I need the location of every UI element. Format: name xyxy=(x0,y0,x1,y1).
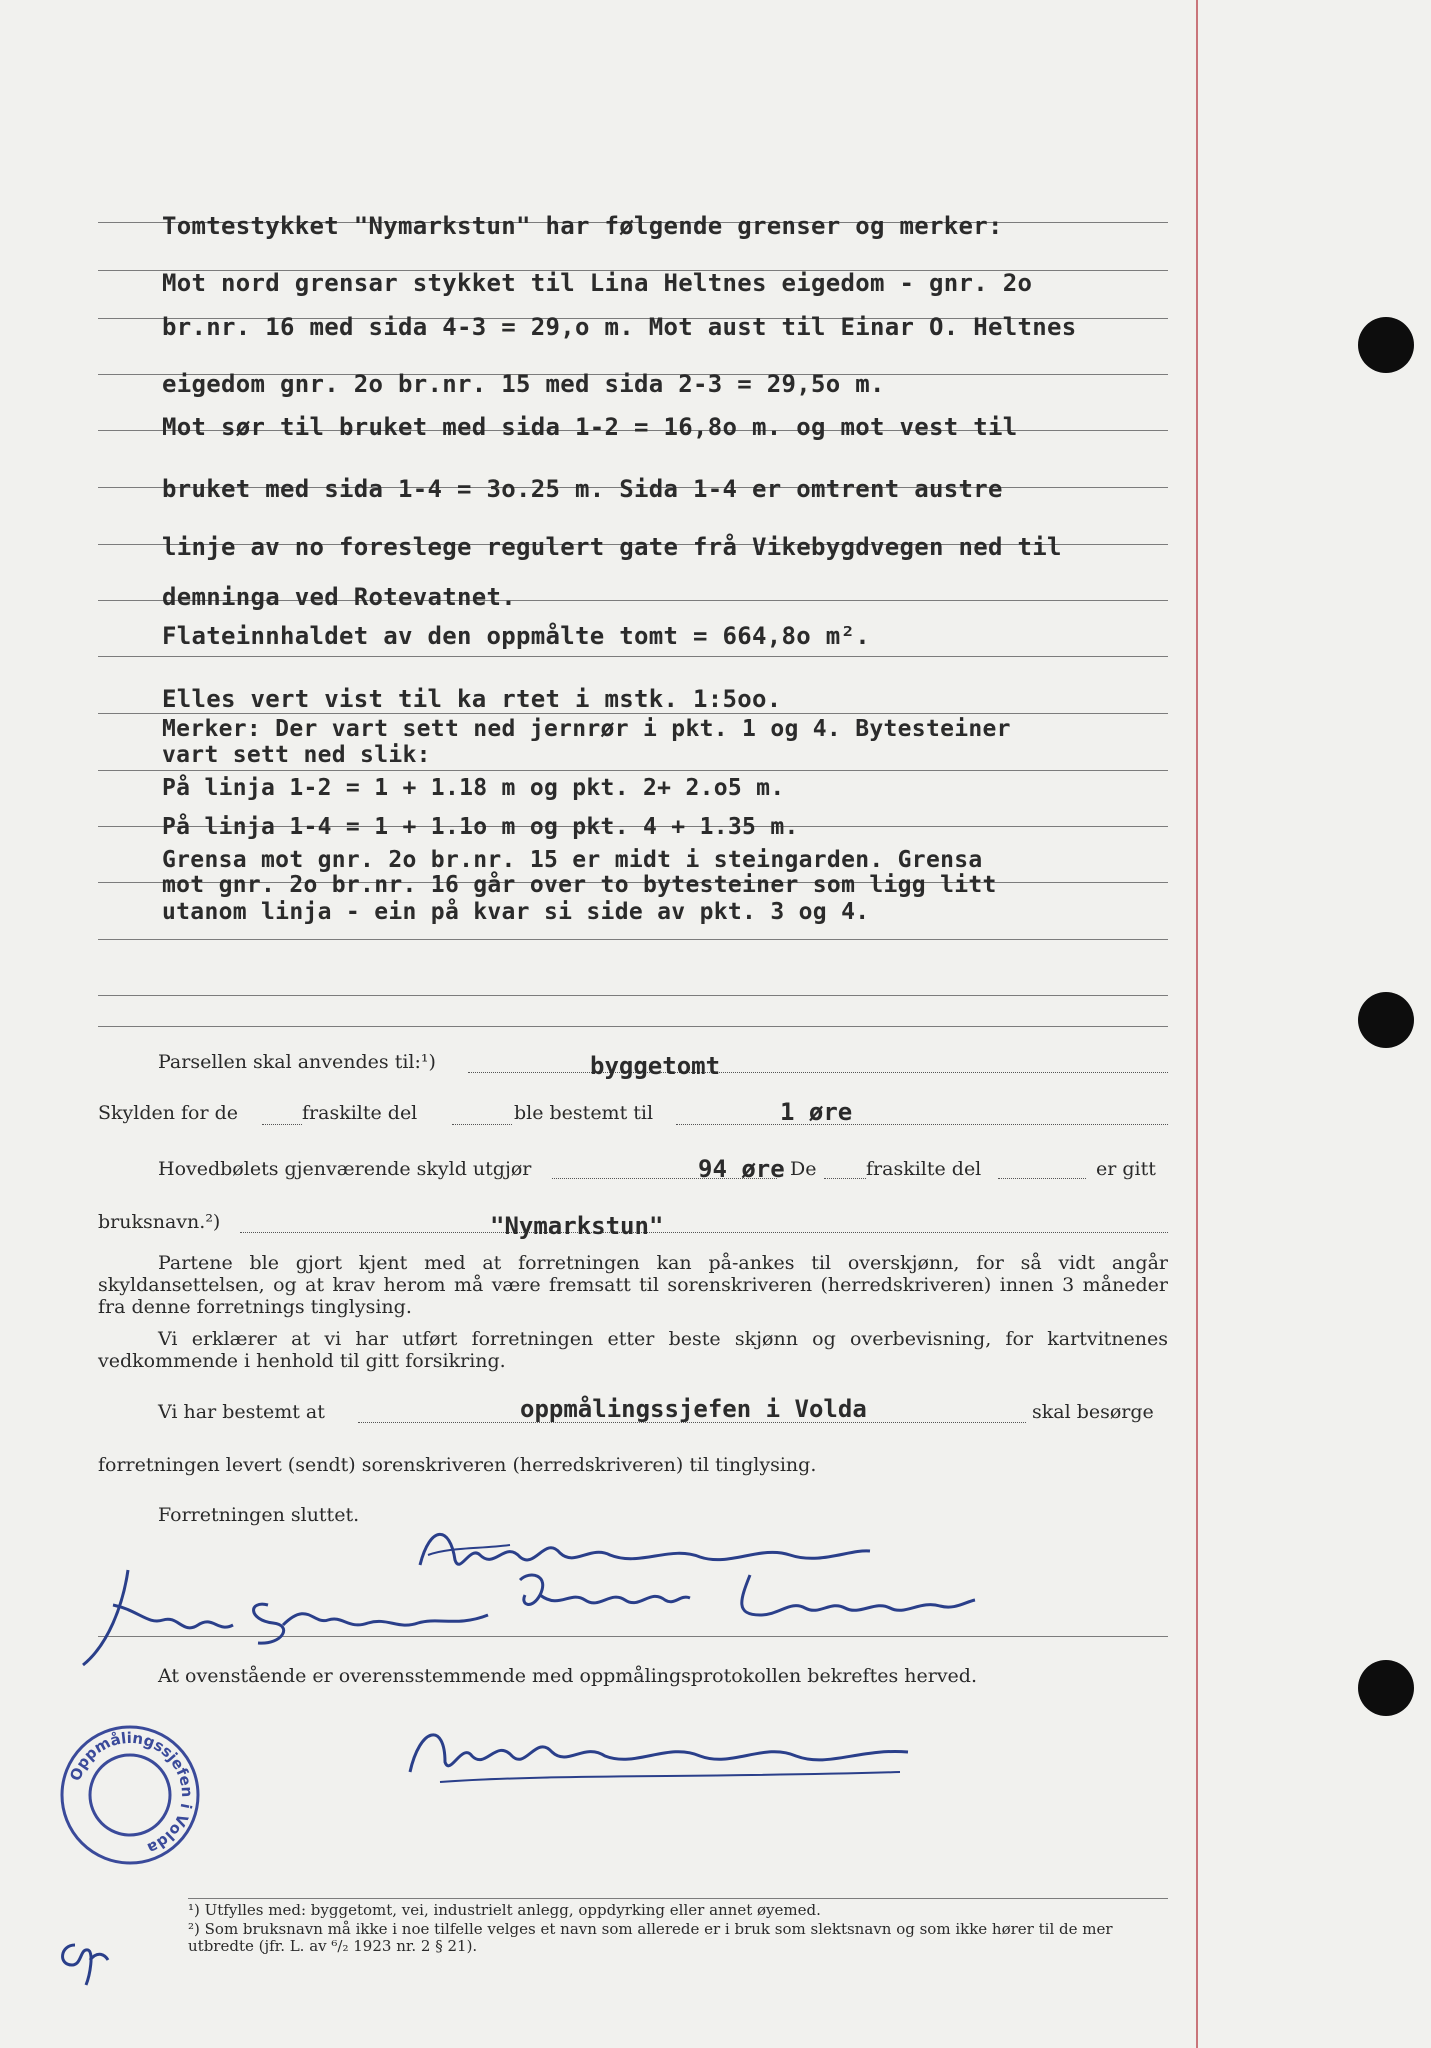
merker-line: vart sett ned slik: xyxy=(162,742,431,768)
parsellen-value: byggetomt xyxy=(590,1052,721,1080)
partene-paragraph: Partene ble gjort kjent med at forretningen kan på-ankes til overskjønn, for så vidt angår skyldansettelsen, og at krav herom må være fremsatt til sorenskriveren (herredskriveren) innen 3 måneder fra denne forretnings tinglysing. xyxy=(98,1252,1168,1318)
hovedbolet-label: fraskilte del xyxy=(866,1158,982,1180)
typed-line: Elles vert vist til ka rtet i mstk. 1:5oo. xyxy=(162,685,782,713)
fill-line xyxy=(998,1178,1086,1179)
skylden-label: Skylden for de xyxy=(98,1102,239,1124)
ruled-line xyxy=(98,995,1168,996)
ruled-line xyxy=(98,939,1168,940)
levert-text: forretningen levert (sendt) sorenskriveren (herredskriveren) til tinglysing. xyxy=(98,1454,817,1476)
merker-line: På linja 1-2 = 1 + 1.18 m og pkt. 2+ 2.o5 m. xyxy=(162,775,785,801)
red-margin-line xyxy=(1196,0,1198,2048)
merker-line: På linja 1-4 = 1 + 1.1o m og pkt. 4 + 1.35 m. xyxy=(162,814,799,840)
punch-hole xyxy=(1358,992,1414,1048)
hovedbolet-label: er gitt xyxy=(1096,1158,1156,1180)
merker-line: Grensa mot gnr. 2o br.nr. 15 er midt i steingarden. Grensa xyxy=(162,847,983,873)
hovedbolet-label: De xyxy=(790,1158,817,1180)
footnote-1: ¹) Utfylles med: byggetomt, vei, industrielt anlegg, oppdyrking eller annet øyemed. xyxy=(188,1901,821,1919)
typed-line: bruket med sida 1-4 = 3o.25 m. Sida 1-4 er omtrent austre xyxy=(162,475,1003,503)
typed-line: demninga ved Rotevatnet. xyxy=(162,583,516,611)
skylden-label: ble bestemt til xyxy=(514,1102,654,1124)
stamp-text: Oppmålingssjefen i Volda xyxy=(66,1728,197,1858)
bekreftes-text: At ovenstående er overensstemmende med oppmålingsprotokollen bekreftes herved. xyxy=(158,1665,977,1687)
bruksnavn-value: "Nymarkstun" xyxy=(490,1212,664,1240)
ruled-line xyxy=(98,656,1168,657)
ruled-line xyxy=(98,770,1168,771)
signature-arne-sammennes-2 xyxy=(400,1712,920,1792)
punch-hole xyxy=(1358,1660,1414,1716)
typed-line: Tomtestykket "Nymarkstun" har følgende grenser og merker: xyxy=(162,212,1003,240)
typed-line: br.nr. 16 med sida 4-3 = 29,o m. Mot aust til Einar O. Heltnes xyxy=(162,313,1077,341)
svg-text:Oppmålingssjefen i Volda xyxy=(66,1729,196,1858)
fill-line xyxy=(240,1232,1168,1233)
hovedbolet-value: 94 øre xyxy=(698,1155,785,1183)
footnote-2: ²) Som bruksnavn må ikke i noe tilfelle velges et navn som allerede er i bruk som slektsnavn og som ikke hører til de mer utbredte (jfr. L. av ⁶/₂ 1923 nr. 2 § 21). xyxy=(188,1920,1113,1955)
fill-line xyxy=(468,1072,1168,1073)
skylden-label: fraskilte del xyxy=(302,1102,418,1124)
bestemt-label: Vi har bestemt at xyxy=(158,1401,325,1423)
handwritten-initials xyxy=(50,1920,120,1990)
typed-line: Flateinnhaldet av den oppmålte tomt = 664,8o m². xyxy=(162,622,870,650)
fill-line xyxy=(262,1124,302,1125)
hovedbolet-label: Hovedbølets gjenværende skyld utgjør xyxy=(158,1158,532,1180)
signature-povert-langvatn xyxy=(500,1560,980,1640)
typed-line: Mot sør til bruket med sida 1-2 = 16,8o m. og mot vest til xyxy=(162,413,1018,441)
bruksnavn-label: bruksnavn.²) xyxy=(98,1211,221,1233)
official-stamp xyxy=(55,1720,205,1870)
signature-john-steinsvik xyxy=(78,1565,508,1675)
ruled-line xyxy=(98,713,1168,714)
bestemt-label: skal besørge xyxy=(1032,1401,1154,1423)
typed-line: linje av no foreslege regulert gate frå Vikebygdvegen ned til xyxy=(162,533,1062,561)
footnote-rule xyxy=(188,1898,1168,1899)
erklaerer-paragraph: Vi erklærer at vi har utført forretningen etter beste skjønn og overbevisning, for kartvitnenes vedkommende i henhold til gitt forsikring. xyxy=(98,1328,1168,1372)
punch-hole xyxy=(1358,317,1414,373)
typed-line: Mot nord grensar stykket til Lina Heltnes eigedom - gnr. 2o xyxy=(162,269,1033,297)
fill-line xyxy=(676,1124,1168,1125)
fill-line xyxy=(824,1178,866,1179)
ruled-line xyxy=(98,1026,1168,1027)
bestemt-value: oppmålingssjefen i Volda xyxy=(520,1395,867,1423)
skylden-value: 1 øre xyxy=(780,1098,853,1126)
merker-line: utanom linja - ein på kvar si side av pkt. 3 og 4. xyxy=(162,899,870,925)
merker-line: mot gnr. 2o br.nr. 16 går over to bytesteiner som ligg litt xyxy=(162,872,997,898)
sluttet-text: Forretningen sluttet. xyxy=(158,1504,360,1526)
fill-line xyxy=(452,1124,512,1125)
parsellen-label: Parsellen skal anvendes til:¹) xyxy=(158,1051,436,1073)
merker-line: Merker: Der vart sett ned jernrør i pkt. 1 og 4. Bytesteiner xyxy=(162,716,1011,742)
typed-line: eigedom gnr. 2o br.nr. 15 med sida 2-3 = 29,5o m. xyxy=(162,370,885,398)
